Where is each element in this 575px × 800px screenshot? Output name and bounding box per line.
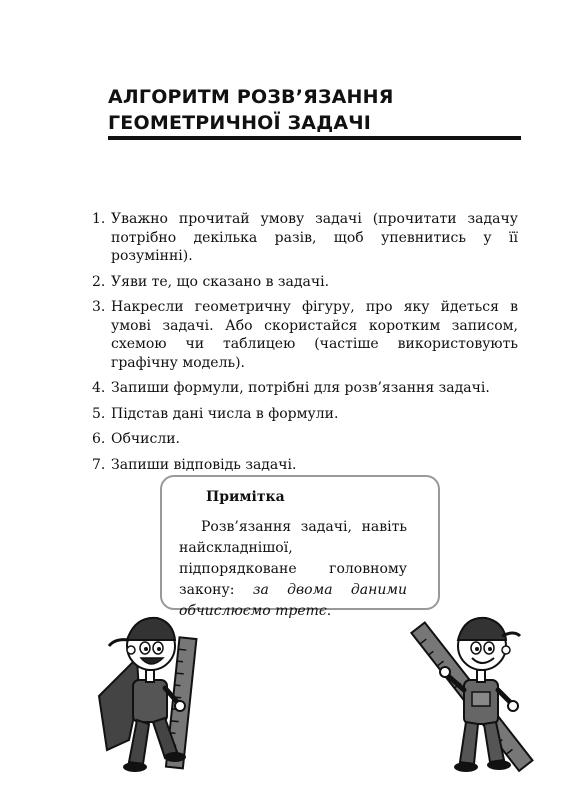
- step-text: Уважно прочитай умову задачі (прочитати задачу потрібно декілька разів, щоб упевнитись у її розумінні).: [111, 211, 518, 264]
- list-item: [92, 405, 518, 424]
- step-number: 3.: [92, 299, 106, 315]
- step-text: Обчисли.: [111, 431, 181, 447]
- step-text: Запиши формули, потрібні для розв’язання задачі.: [111, 380, 490, 396]
- boy-with-cape-illustration: [85, 600, 210, 780]
- step-number: 2.: [92, 273, 106, 290]
- list-item: [92, 210, 518, 266]
- note-title: Примітка: [206, 489, 285, 505]
- page-title: [108, 84, 528, 136]
- title-line-2: ГЕОМЕТРИЧНОЇ ЗАДАЧІ: [108, 112, 372, 134]
- list-item: [92, 456, 518, 475]
- boy-with-ruler-illustration: [400, 600, 540, 780]
- algorithm-steps-list: [92, 210, 518, 481]
- note-text: Розв’язання задачі, навіть найскладнішої, підпорядковане головному закону:: [179, 519, 407, 598]
- list-item: [92, 430, 518, 449]
- step-text: Уяви те, що сказано в задачі.: [111, 273, 330, 290]
- note-body: [179, 517, 407, 622]
- note-rule-emphasis: за двома даними обчислюємо третє: [179, 582, 407, 619]
- step-text: Запиши відповідь задачі.: [111, 456, 297, 473]
- step-number: 7.: [92, 456, 106, 473]
- title-line-1: АЛГОРИТМ РОЗВ’ЯЗАННЯ: [108, 86, 394, 108]
- list-item: [92, 298, 518, 372]
- title-underline: [108, 136, 521, 140]
- note-box: [160, 475, 440, 619]
- list-item: [92, 379, 518, 398]
- step-number: 4.: [92, 380, 106, 396]
- step-number: 6.: [92, 431, 106, 447]
- step-text: Підстав дані числа в формули.: [111, 405, 339, 422]
- step-text: Накресли геометричну фігуру, про яку йдеться в умові задачі. Або скористайся коротким записом, схемою чи таблицею (частіше використовують графічну модель).: [111, 299, 518, 371]
- list-item: [92, 273, 518, 292]
- step-number: 1.: [92, 211, 106, 227]
- step-number: 5.: [92, 405, 106, 422]
- note-end-punct: .: [326, 603, 332, 619]
